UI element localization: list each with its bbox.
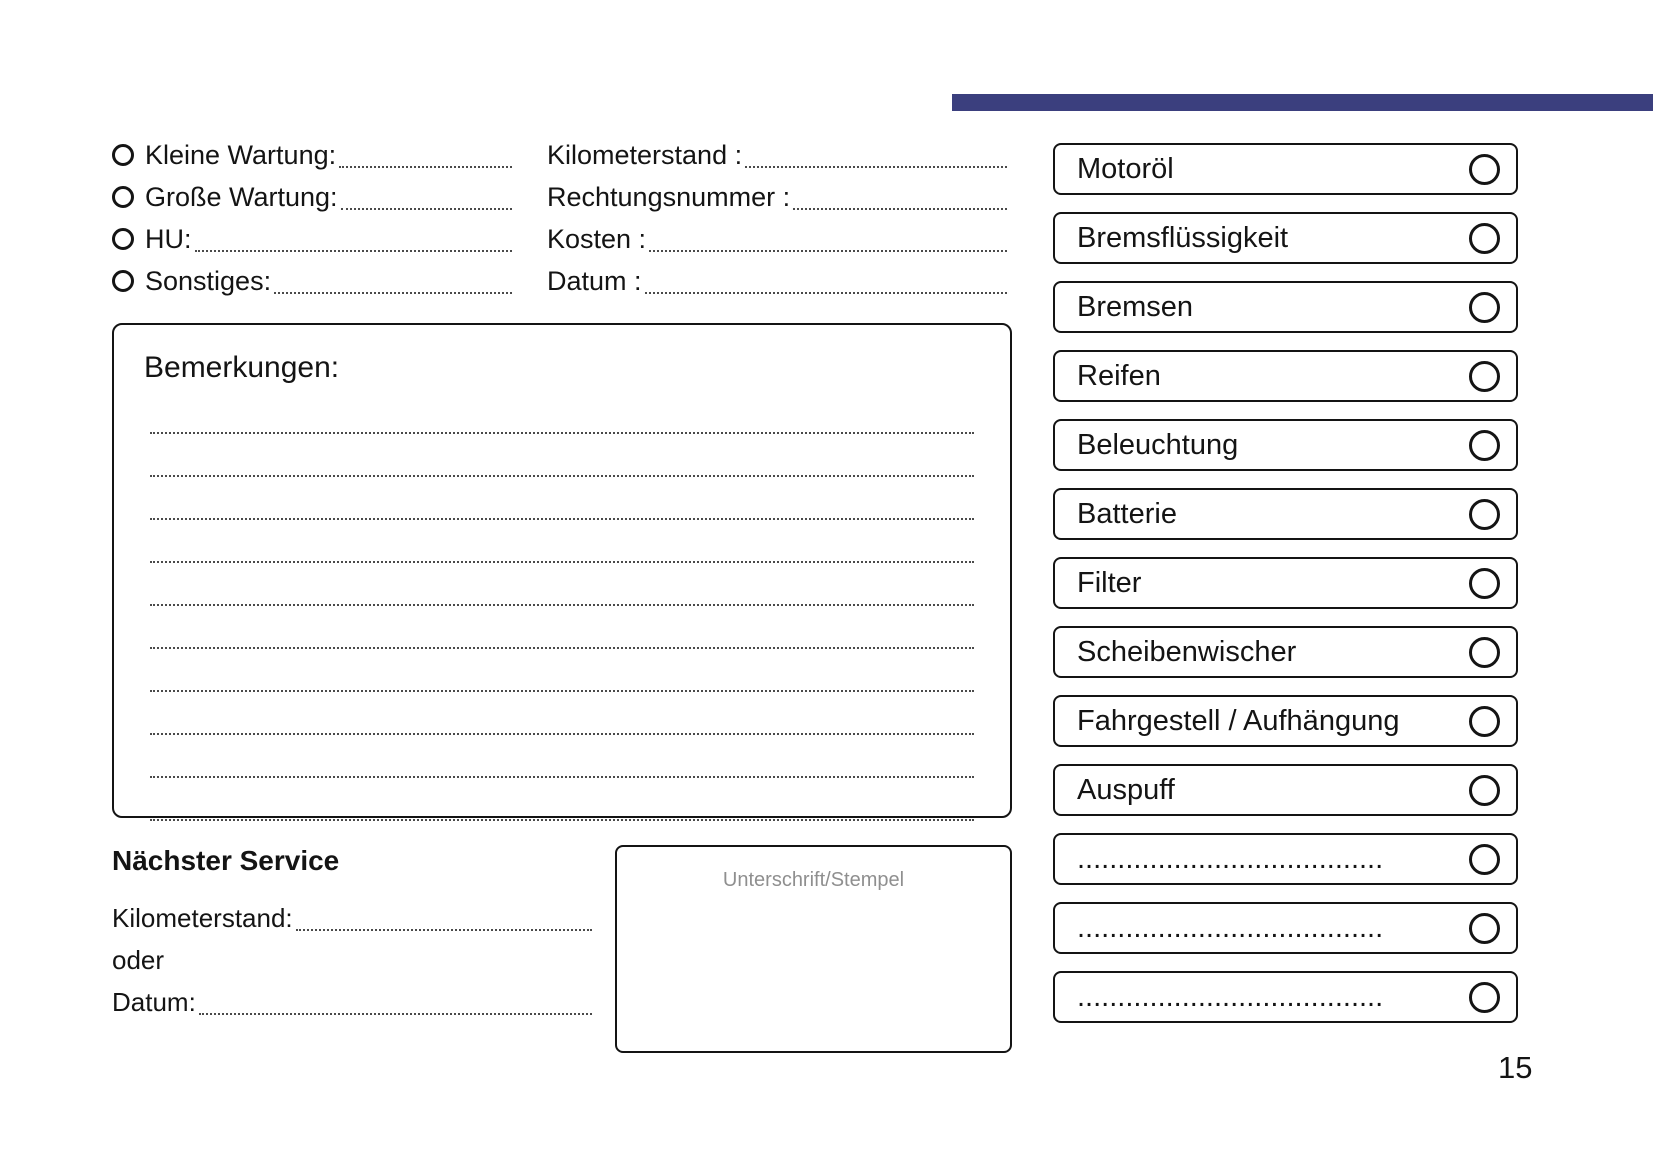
remarks-line[interactable]: [150, 434, 974, 477]
maintenance-label: Kleine Wartung:: [145, 139, 337, 170]
radio-circle[interactable]: [112, 186, 134, 208]
remarks-line[interactable]: [150, 735, 974, 778]
checklist-item-label: Bremsen: [1077, 290, 1194, 323]
next-service-or-row: [112, 939, 592, 981]
checklist-item: [1053, 281, 1518, 333]
detail-label: Kilometerstand :: [547, 139, 743, 170]
detail-label: Kosten :: [547, 223, 647, 254]
checklist-item-label: ......................................: [1077, 980, 1384, 1013]
record-details-group: [547, 134, 1007, 302]
datum-label: Datum:: [112, 986, 196, 1017]
next-service-kilometer-row: [112, 897, 592, 939]
checklist-circle[interactable]: [1469, 913, 1500, 944]
remarks-box: [112, 323, 1012, 818]
checklist-item-label: ......................................: [1077, 911, 1384, 944]
signature-box: [615, 845, 1012, 1053]
checklist-circle[interactable]: [1469, 775, 1500, 806]
radio-circle[interactable]: [112, 270, 134, 292]
remarks-line[interactable]: [150, 391, 974, 434]
fill-in-line[interactable]: [195, 250, 513, 252]
remarks-line[interactable]: [150, 778, 974, 821]
checklist-circle[interactable]: [1469, 982, 1500, 1013]
detail-row: [547, 176, 1007, 218]
checklist-circle[interactable]: [1469, 430, 1500, 461]
kilometerstand-label: Kilometerstand:: [112, 902, 293, 933]
page-number: 15: [1498, 1050, 1533, 1085]
checklist-item-label: ......................................: [1077, 842, 1384, 875]
fill-in-line[interactable]: [645, 292, 1007, 294]
remarks-line[interactable]: [150, 520, 974, 563]
checklist-item-label: Batterie: [1077, 497, 1177, 530]
checklist-item: [1053, 488, 1518, 540]
checklist-item: [1053, 143, 1518, 195]
checklist-circle[interactable]: [1469, 292, 1500, 323]
checklist-circle[interactable]: [1469, 844, 1500, 875]
maintenance-label: Große Wartung:: [145, 181, 338, 212]
checklist-item-label: Auspuff: [1077, 773, 1175, 806]
detail-row: [547, 218, 1007, 260]
checklist-circle[interactable]: [1469, 223, 1500, 254]
checklist-item-label: Motoröl: [1077, 152, 1174, 185]
next-service-title: Nächster Service: [112, 845, 340, 876]
checklist-item-label: Scheibenwischer: [1077, 635, 1297, 668]
checklist-item: [1053, 764, 1518, 816]
detail-label: Datum :: [547, 265, 642, 296]
oder-label: oder: [112, 944, 165, 975]
checklist-item: [1053, 419, 1518, 471]
radio-circle[interactable]: [112, 228, 134, 250]
checklist-circle[interactable]: [1469, 154, 1500, 185]
remarks-lines: [144, 391, 978, 821]
fill-in-line[interactable]: [341, 208, 512, 210]
maintenance-row: [112, 176, 512, 218]
fill-in-line[interactable]: [339, 166, 512, 168]
maintenance-row: [112, 218, 512, 260]
signature-label: Unterschrift/Stempel: [722, 869, 905, 891]
checklist-item: [1053, 695, 1518, 747]
remarks-line[interactable]: [150, 563, 974, 606]
detail-label: Rechtungsnummer :: [547, 181, 791, 212]
checklist-circle[interactable]: [1469, 706, 1500, 737]
remarks-line[interactable]: [150, 606, 974, 649]
next-service-date-row: [112, 981, 592, 1023]
fill-in-line[interactable]: [793, 208, 1007, 210]
checklist-item: [1053, 212, 1518, 264]
fill-in-line[interactable]: [649, 250, 1007, 252]
checklist-item-label: Beleuchtung: [1077, 428, 1239, 461]
accent-bar: [952, 94, 1653, 111]
checklist-item: [1053, 350, 1518, 402]
fill-in-line[interactable]: [274, 292, 512, 294]
maintenance-type-group: [112, 134, 512, 302]
radio-circle[interactable]: [112, 144, 134, 166]
maintenance-label: HU:: [145, 223, 192, 254]
checklist-item: [1053, 833, 1518, 885]
checklist-item-label: Filter: [1077, 566, 1142, 599]
checklist-item: [1053, 626, 1518, 678]
remarks-line[interactable]: [150, 477, 974, 520]
detail-row: [547, 260, 1007, 302]
fill-in-line[interactable]: [745, 166, 1007, 168]
remarks-line[interactable]: [150, 692, 974, 735]
checklist-circle[interactable]: [1469, 568, 1500, 599]
checklist-circle[interactable]: [1469, 361, 1500, 392]
checklist-item-label: Reifen: [1077, 359, 1161, 392]
checklist-item: [1053, 557, 1518, 609]
checklist-circle[interactable]: [1469, 499, 1500, 530]
checklist-circle[interactable]: [1469, 637, 1500, 668]
remarks-title: Bemerkungen:: [144, 351, 340, 384]
checklist: [1053, 143, 1518, 1040]
checklist-item-label: Bremsflüssigkeit: [1077, 221, 1289, 254]
maintenance-row: [112, 134, 512, 176]
maintenance-row: [112, 260, 512, 302]
fill-in-line[interactable]: [199, 1013, 592, 1015]
detail-row: [547, 134, 1007, 176]
next-service-section: [112, 845, 592, 1023]
checklist-item: [1053, 902, 1518, 954]
maintenance-label: Sonstiges:: [145, 265, 272, 296]
checklist-item-label: Fahrgestell / Aufhängung: [1077, 704, 1400, 737]
fill-in-line[interactable]: [296, 929, 592, 931]
checklist-item: [1053, 971, 1518, 1023]
remarks-line[interactable]: [150, 649, 974, 692]
